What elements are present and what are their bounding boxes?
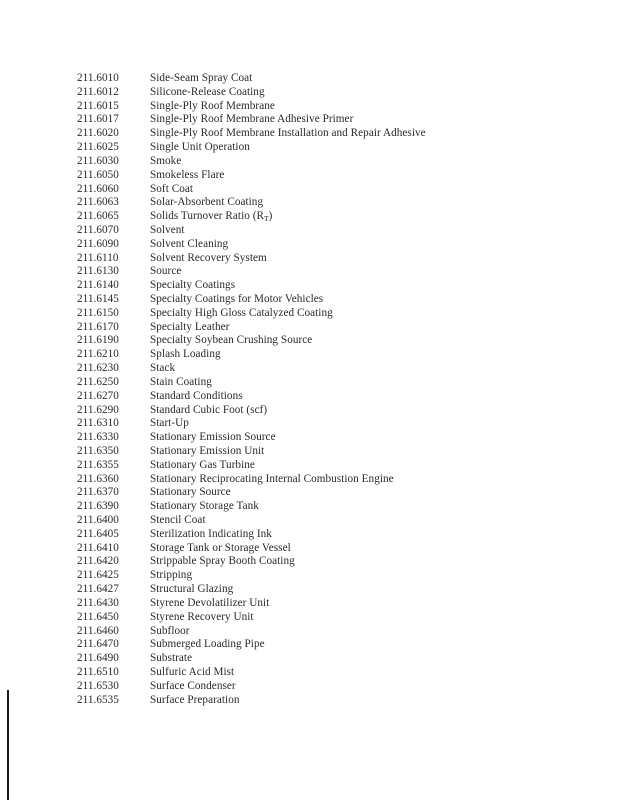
section-title xyxy=(150,113,353,127)
section-title-text: Specialty Coatings for Motor Vehicles xyxy=(150,293,324,305)
section-row xyxy=(77,238,426,252)
section-title-text: Structural Glazing xyxy=(150,583,234,596)
section-title xyxy=(150,169,224,183)
section-title xyxy=(150,100,275,114)
section-title xyxy=(150,279,235,293)
section-title xyxy=(150,307,333,321)
section-row xyxy=(77,196,426,210)
section-title-text: Substrate xyxy=(150,652,193,665)
section-number: 211.6427 xyxy=(77,583,119,596)
section-row xyxy=(77,583,426,597)
section-row xyxy=(77,500,426,514)
section-title-text: Sterilization Indicating Ink xyxy=(150,527,272,540)
section-title-text: Styrene Recovery Unit xyxy=(150,610,254,623)
section-number: 211.6250 xyxy=(77,375,119,388)
section-title-text: Specialty Soybean Crushing Source xyxy=(150,334,313,347)
section-number: 211.6510 xyxy=(77,665,119,678)
section-title xyxy=(150,666,234,680)
section-number: 211.6070 xyxy=(77,223,119,236)
section-title xyxy=(150,417,189,431)
section-row xyxy=(77,169,426,183)
section-title xyxy=(150,583,233,597)
section-number: 211.6050 xyxy=(77,168,119,181)
section-title-text: Solar-Absorbent Coating xyxy=(150,196,264,209)
section-row xyxy=(77,638,426,652)
section-title-text: Submerged Loading Pipe xyxy=(150,638,265,651)
section-title-text: Specialty Coatings xyxy=(150,279,236,292)
section-title xyxy=(150,555,295,569)
section-row xyxy=(77,265,426,279)
section-number: 211.6025 xyxy=(77,141,119,154)
section-number: 211.6535 xyxy=(77,693,119,706)
section-number: 211.6270 xyxy=(77,389,119,402)
section-title-text: Specialty High Gloss Catalyzed Coating xyxy=(150,306,333,319)
section-number: 211.6400 xyxy=(77,514,119,526)
section-row xyxy=(77,321,426,335)
section-row xyxy=(77,569,426,583)
section-row xyxy=(77,279,426,293)
section-number: 211.6012 xyxy=(77,85,119,98)
section-row xyxy=(77,141,426,155)
section-number: 211.6140 xyxy=(77,279,119,292)
section-title xyxy=(150,486,231,500)
section-row xyxy=(77,155,426,169)
section-title-subscript: T xyxy=(264,214,269,224)
section-number: 211.6430 xyxy=(77,596,119,609)
section-title-suffix: ) xyxy=(268,210,273,223)
section-title-text: Stain Coating xyxy=(150,375,212,388)
section-title xyxy=(150,625,190,639)
section-title xyxy=(150,431,276,445)
section-title xyxy=(150,141,250,155)
section-row xyxy=(77,183,426,197)
section-title-text: Solvent xyxy=(150,223,185,236)
section-title-text: Single Unit Operation xyxy=(150,141,250,154)
section-title-text: Standard Conditions xyxy=(150,389,243,402)
section-title-text: Source xyxy=(150,265,182,278)
section-title xyxy=(150,86,265,100)
section-row xyxy=(77,293,426,307)
section-title-text: Smokeless Flare xyxy=(150,168,225,181)
section-title-text: Stripping xyxy=(150,569,193,582)
section-title xyxy=(150,238,228,252)
section-title-text: Side-Seam Spray Coat xyxy=(150,72,253,84)
section-row xyxy=(77,362,426,376)
section-title xyxy=(150,445,264,459)
section-row xyxy=(77,652,426,666)
section-row xyxy=(77,431,426,445)
section-number: 211.6330 xyxy=(77,431,119,444)
section-number: 211.6230 xyxy=(77,362,119,375)
section-row xyxy=(77,473,426,487)
section-row xyxy=(77,597,426,611)
section-number: 211.6370 xyxy=(77,486,119,499)
section-title xyxy=(150,500,259,514)
section-title xyxy=(150,196,263,210)
section-title-text: Stationary Emission Unit xyxy=(150,444,265,457)
section-title xyxy=(150,72,252,86)
section-row xyxy=(77,210,426,224)
section-row xyxy=(77,542,426,556)
section-title-text: Styrene Devolatilizer Unit xyxy=(150,596,270,609)
section-title-text: Single-Ply Roof Membrane Adhesive Primer xyxy=(150,113,354,126)
section-number: 211.6355 xyxy=(77,458,119,471)
section-title-text: Single-Ply Roof Membrane Installation and Repair Adhesive xyxy=(150,127,426,140)
section-row xyxy=(77,72,426,86)
section-number: 211.6015 xyxy=(77,99,119,112)
section-number: 211.6310 xyxy=(77,417,119,430)
section-number: 211.6450 xyxy=(77,610,119,623)
section-title xyxy=(150,293,323,307)
section-title xyxy=(150,694,239,708)
section-title-text: Specialty Leather xyxy=(150,320,230,333)
section-number: 211.6020 xyxy=(77,127,119,140)
section-number: 211.6170 xyxy=(77,320,119,333)
section-title-text: Splash Loading xyxy=(150,348,221,361)
section-title xyxy=(150,321,229,335)
section-title xyxy=(150,611,254,625)
section-title-text: Strippable Spray Booth Coating xyxy=(150,555,295,568)
section-row xyxy=(77,348,426,362)
section-title-text: Solids Turnover Ratio (R xyxy=(150,210,265,223)
section-title-text: Soft Coat xyxy=(150,182,194,195)
section-row xyxy=(77,666,426,680)
section-title-text: Stationary Storage Tank xyxy=(150,500,259,513)
section-number: 211.6290 xyxy=(77,403,119,416)
section-number: 211.6350 xyxy=(77,444,119,457)
section-title-text: Stationary Gas Turbine xyxy=(150,458,255,471)
section-title xyxy=(150,376,212,390)
section-title xyxy=(150,473,394,487)
section-number: 211.6470 xyxy=(77,638,119,651)
section-title-text: Start-Up xyxy=(150,417,189,430)
section-title xyxy=(150,542,291,556)
section-row xyxy=(77,127,426,141)
section-title xyxy=(150,265,181,279)
section-title-text: Stationary Source xyxy=(150,486,231,499)
section-number: 211.6065 xyxy=(77,210,119,223)
section-row xyxy=(77,611,426,625)
section-title xyxy=(150,252,267,266)
section-title-text: Smoke xyxy=(150,154,182,167)
section-number: 211.6130 xyxy=(77,265,119,278)
section-title-text: Single-Ply Roof Membrane xyxy=(150,99,275,112)
section-title xyxy=(150,362,175,376)
section-title-text: Solvent Cleaning xyxy=(150,237,229,250)
section-title xyxy=(150,404,267,418)
section-row xyxy=(77,680,426,694)
section-title xyxy=(150,597,269,611)
section-number: 211.6150 xyxy=(77,306,119,319)
section-row xyxy=(77,224,426,238)
section-title xyxy=(150,514,206,528)
section-title-text: Stationary Emission Source xyxy=(150,431,276,444)
section-row xyxy=(77,113,426,127)
section-title-text: Surface Condenser xyxy=(150,679,236,692)
section-title xyxy=(150,224,185,238)
section-number: 211.6410 xyxy=(77,541,119,554)
section-number: 211.6145 xyxy=(77,293,119,305)
section-number: 211.6530 xyxy=(77,679,119,692)
section-title-text: Storage Tank or Storage Vessel xyxy=(150,541,291,554)
section-number: 211.6425 xyxy=(77,569,119,582)
section-number: 211.6010 xyxy=(77,72,119,84)
section-title xyxy=(150,528,272,542)
section-number: 211.6360 xyxy=(77,472,119,485)
section-title xyxy=(150,348,221,362)
section-title-text: Stack xyxy=(150,362,176,375)
section-row xyxy=(77,514,426,528)
section-title xyxy=(150,652,192,666)
section-row xyxy=(77,390,426,404)
section-number: 211.6420 xyxy=(77,555,119,568)
section-title-text: Surface Preparation xyxy=(150,693,240,706)
section-title-text: Stencil Coat xyxy=(150,514,206,526)
section-title-text: Standard Cubic Foot (scf) xyxy=(150,403,268,416)
section-title xyxy=(150,680,236,694)
section-number: 211.6110 xyxy=(77,251,119,264)
section-number: 211.6460 xyxy=(77,624,119,637)
section-title-text: Solvent Recovery System xyxy=(150,251,267,264)
section-title xyxy=(150,569,192,583)
section-row xyxy=(77,334,426,348)
section-title xyxy=(150,638,265,652)
section-row xyxy=(77,555,426,569)
section-row xyxy=(77,694,426,708)
section-row xyxy=(77,486,426,500)
section-number: 211.6030 xyxy=(77,154,119,167)
section-row xyxy=(77,459,426,473)
section-row xyxy=(77,86,426,100)
section-number: 211.6090 xyxy=(77,237,119,250)
section-title-text: Silicone-Release Coating xyxy=(150,85,265,98)
section-row xyxy=(77,376,426,390)
section-number: 211.6190 xyxy=(77,334,119,347)
section-list xyxy=(77,72,426,707)
section-row xyxy=(77,417,426,431)
section-number: 211.6063 xyxy=(77,196,119,209)
section-number: 211.6017 xyxy=(77,113,119,126)
section-title xyxy=(150,459,255,473)
section-number: 211.6060 xyxy=(77,182,119,195)
section-row xyxy=(77,404,426,418)
section-row xyxy=(77,528,426,542)
section-title xyxy=(150,155,181,169)
section-row xyxy=(77,307,426,321)
section-title-text: Stationary Reciprocating Internal Combustion Engine xyxy=(150,472,394,485)
section-row xyxy=(77,625,426,639)
section-number: 211.6390 xyxy=(77,500,119,513)
section-row xyxy=(77,445,426,459)
section-title xyxy=(150,390,243,404)
section-row xyxy=(77,100,426,114)
section-number: 211.6405 xyxy=(77,527,119,540)
section-title-text: Sulfuric Acid Mist xyxy=(150,665,235,678)
section-number: 211.6490 xyxy=(77,652,119,665)
section-row xyxy=(77,252,426,266)
section-title xyxy=(150,127,426,141)
section-title xyxy=(150,334,312,348)
scan-edge-line xyxy=(7,690,9,800)
section-title-text: Subfloor xyxy=(150,624,190,637)
section-number: 211.6210 xyxy=(77,348,119,361)
section-title xyxy=(150,183,193,197)
